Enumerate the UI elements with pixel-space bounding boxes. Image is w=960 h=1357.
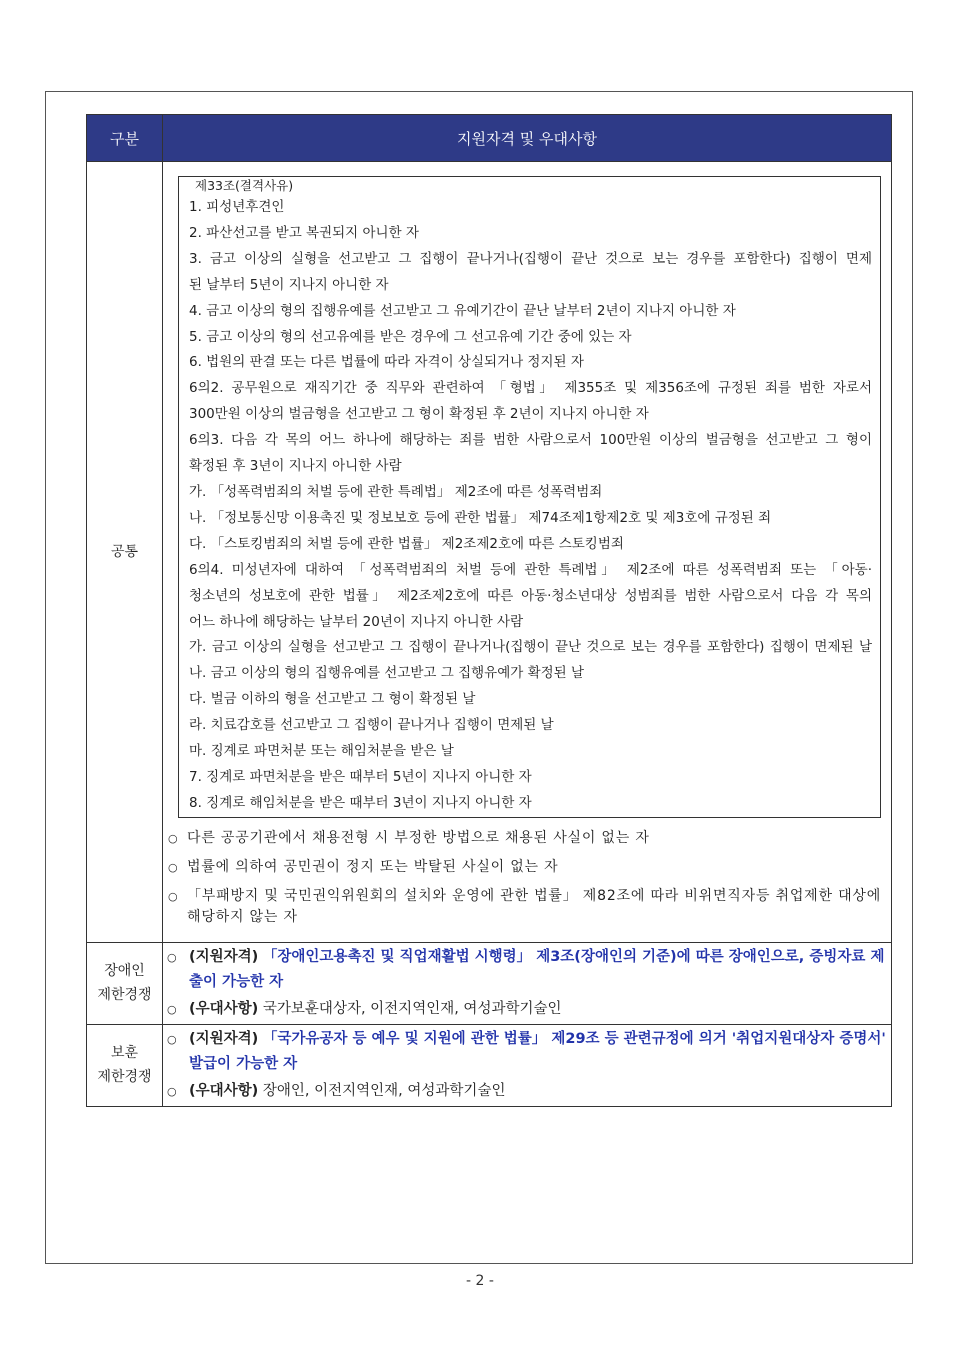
clause-line: 7. 징계로 파면처분을 받은 때부터 5년이 지나지 아니한 자 bbox=[189, 768, 532, 785]
clause-line: 8. 징계로 해임처분을 받은 때부터 3년이 지나지 아니한 자 bbox=[189, 794, 532, 811]
clause-line: 5. 금고 이상의 형의 선고유예를 받은 경우에 그 선고유예 기간 중에 있는 자 bbox=[189, 328, 632, 345]
box-title: 제33조(결격사유) bbox=[195, 178, 294, 193]
row-common bbox=[87, 162, 892, 943]
qualification-text: 「국가유공자 등 예우 및 지원에 관한 법률」 제29조 등 관련규정에 의거 '취업지원대상자 증명서' 발급이 가능한 자 bbox=[189, 1030, 886, 1072]
category-label: 제한경쟁 bbox=[97, 1069, 152, 1086]
qualification-item bbox=[163, 1027, 891, 1077]
clause-line: 나. 「정보통신망 이용촉진 및 정보보호 등에 관한 법률」 제74조제1항제2호 및 제3호에 규정된 죄 bbox=[189, 509, 772, 526]
qualification-item bbox=[163, 945, 891, 995]
category-disabled bbox=[87, 942, 163, 1024]
disqualification-box bbox=[178, 176, 881, 818]
clause-line: 1. 피성년후견인 bbox=[189, 199, 285, 215]
bullet-text: 법률에 의하여 공민권이 정지 또는 박탈된 사실이 없는 자 bbox=[187, 858, 559, 875]
clause-line: 3. 금고 이상의 실형을 선고받고 그 집행이 끝나거나(집행이 끝난 것으로 보는 경우를 포함한다) 집행이 면제 bbox=[189, 250, 872, 267]
common-bullets bbox=[163, 818, 891, 942]
clause-line: 300만원 이상의 벌금형을 선고받고 그 형이 확정된 후 2년이 지나지 아니한 자 bbox=[189, 406, 649, 423]
clause-line: 6. 법원의 판결 또는 다른 법률에 따라 자격이 상실되거나 정지된 자 bbox=[189, 354, 584, 371]
bullet-text: 「부패방지 및 국민권익위원회의 설치와 운영에 관한 법률」 제82조에 따라 비위면직자등 취업제한 대상에 해당하지 않는 자 bbox=[187, 887, 882, 925]
category-common: 공통 bbox=[87, 162, 163, 943]
bullet-item bbox=[168, 886, 885, 928]
circle-bullet-icon: ○ bbox=[167, 1084, 177, 1098]
qualification-label: (지원자격) bbox=[189, 948, 259, 965]
qualification-label: (지원자격) bbox=[189, 1030, 259, 1047]
clause-line: 마. 징계로 파면처분 또는 해임처분을 받은 날 bbox=[189, 743, 454, 760]
category-veteran bbox=[87, 1024, 163, 1106]
preference-text: 국가보훈대상자, 이전지역인재, 여성과학기술인 bbox=[262, 1000, 562, 1017]
category-label: 제한경쟁 bbox=[97, 987, 152, 1004]
clause-line: 6의3. 다음 각 목의 어느 하나에 해당하는 죄를 범한 사람으로서 100만원 이상의 벌금형을 선고받고 그 형이 bbox=[189, 432, 872, 449]
bullet-item bbox=[168, 857, 885, 878]
preference-label: (우대사항) bbox=[189, 1082, 259, 1099]
common-content bbox=[163, 162, 892, 943]
page-number: - 2 - bbox=[466, 1273, 494, 1289]
category-label: 보훈 bbox=[110, 1045, 139, 1062]
clause-line: 청소년의 성보호에 관한 법률」 제2조제2호에 따른 아동·청소년대상 성범죄를 범한 사람으로서 다음 각 목의 bbox=[189, 587, 872, 604]
table-header-row bbox=[87, 115, 892, 162]
clause-line: 나. 금고 이상의 형의 집행유예를 선고받고 그 집행유예가 확정된 날 bbox=[189, 665, 585, 682]
clause-line: 어느 하나에 해당하는 날부터 20년이 지나지 아니한 사람 bbox=[189, 613, 524, 630]
circle-bullet-icon: ○ bbox=[167, 1032, 177, 1046]
bullet-item bbox=[168, 828, 885, 849]
clause-line: 라. 치료감호를 선고받고 그 집행이 끝나거나 집행이 면제된 날 bbox=[189, 717, 554, 734]
veteran-content bbox=[163, 1024, 892, 1106]
clause-line: 다. 「스토킹범죄의 처벌 등에 관한 법률」 제2조제2호에 따른 스토킹범죄 bbox=[189, 535, 624, 552]
clause-line: 된 날부터 5년이 지나지 아니한 자 bbox=[189, 276, 389, 293]
row-veteran bbox=[87, 1024, 892, 1106]
circle-bullet-icon: ○ bbox=[167, 1002, 177, 1016]
circle-bullet-icon: ○ bbox=[168, 831, 179, 845]
clause-line: 2. 파산선고를 받고 복권되지 아니한 자 bbox=[189, 224, 419, 241]
preference-label: (우대사항) bbox=[189, 1000, 259, 1017]
clause-line: 4. 금고 이상의 형의 집행유예를 선고받고 그 유예기간이 끝난 날부터 2년이 지나지 아니한 자 bbox=[189, 302, 736, 319]
clause-line: 6의2. 공무원으로 재직기간 중 직무와 관련하여 「형법」 제355조 및 제356조에 규정된 죄를 범한 자로서 bbox=[189, 380, 872, 397]
circle-bullet-icon: ○ bbox=[167, 950, 177, 964]
circle-bullet-icon: ○ bbox=[168, 860, 179, 874]
category-label: 장애인 bbox=[104, 963, 145, 980]
qualification-table bbox=[86, 114, 892, 1107]
disabled-content bbox=[163, 942, 892, 1024]
header-category: 구분 bbox=[87, 115, 163, 162]
clause-line: 다. 벌금 이하의 형을 선고받고 그 형이 확정된 날 bbox=[189, 691, 476, 708]
preference-text: 장애인, 이전지역인재, 여성과학기술인 bbox=[262, 1082, 506, 1099]
clause-line: 확정된 후 3년이 지나지 아니한 사람 bbox=[189, 458, 402, 475]
row-disabled bbox=[87, 942, 892, 1024]
preference-item bbox=[163, 1079, 891, 1104]
circle-bullet-icon: ○ bbox=[168, 889, 179, 903]
preference-item bbox=[163, 997, 891, 1022]
header-qualifications: 지원자격 및 우대사항 bbox=[163, 115, 892, 162]
clause-line: 가. 금고 이상의 실형을 선고받고 그 집행이 끝나거나(집행이 끝난 것으로 보는 경우를 포함한다) 집행이 면제된 날 bbox=[189, 639, 872, 656]
clause-line: 6의4. 미성년자에 대하여 「성폭력범죄의 처벌 등에 관한 특례법」 제2조에 따른 성폭력범죄 또는 「아동· bbox=[189, 561, 872, 578]
qualification-text: 「장애인고용촉진 및 직업재활법 시행령」 제3조(장애인의 기준)에 따른 장애인으로, 증빙자료 제출이 가능한 자 bbox=[189, 948, 885, 990]
bullet-text: 다른 공공기관에서 채용전형 시 부정한 방법으로 채용된 사실이 없는 자 bbox=[187, 829, 650, 846]
clause-line: 가. 「성폭력범죄의 처벌 등에 관한 특례법」 제2조에 따른 성폭력범죄 bbox=[189, 483, 603, 500]
